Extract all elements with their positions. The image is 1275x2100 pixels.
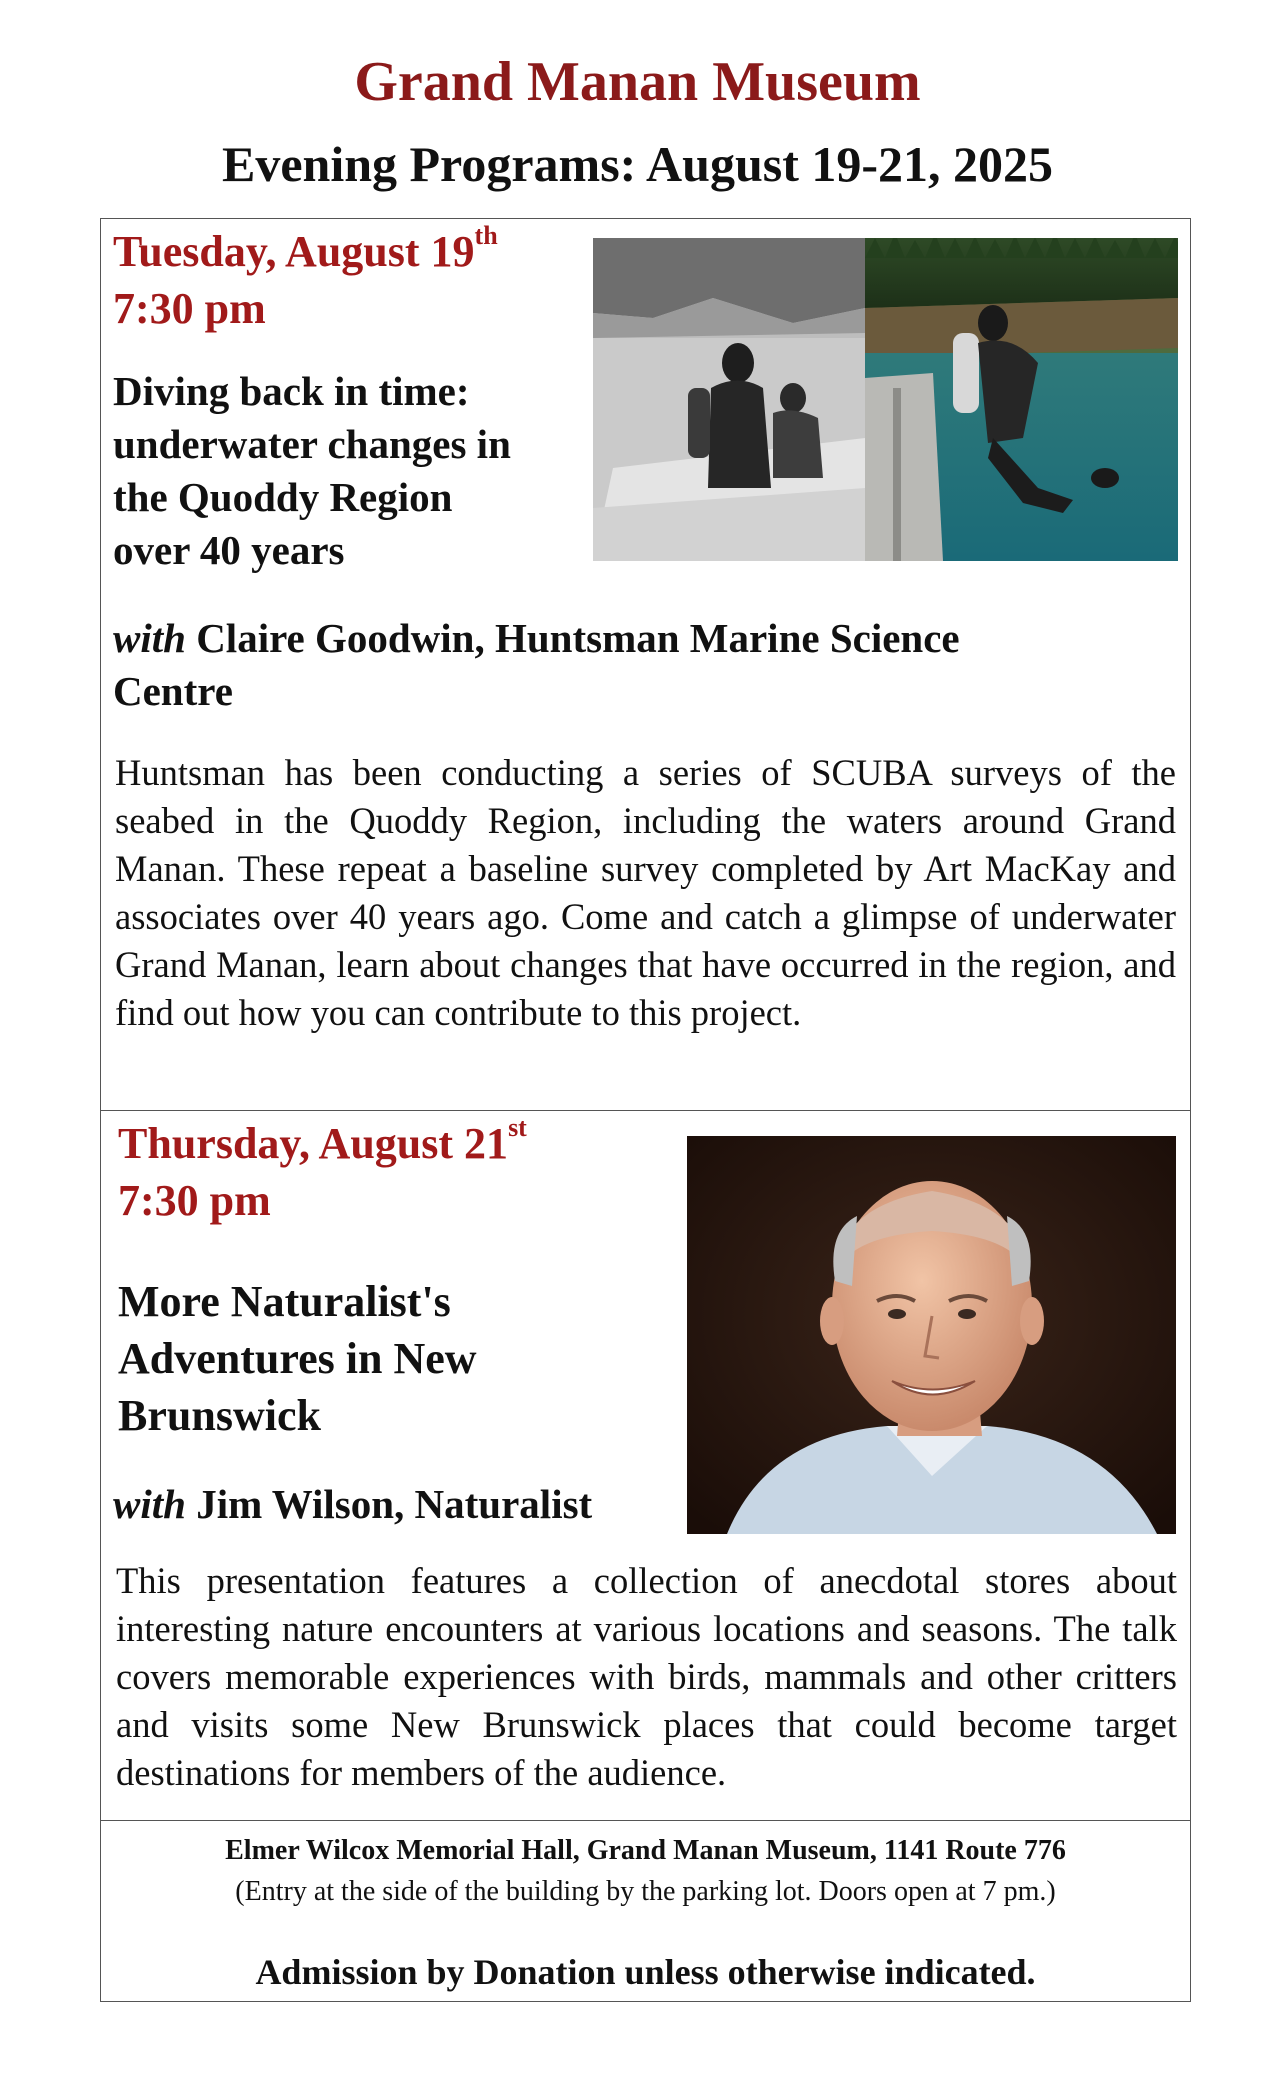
event2-day-suffix: st [508,1113,527,1143]
event2-date [118,1113,527,1172]
event2-time: 7:30 pm [118,1176,271,1225]
section-divider-1 [100,1110,1191,1111]
divers-photo [593,238,1178,561]
admission-note: Admission by Donation unless otherwise indicated. [255,1952,1036,1992]
event1-day: Tuesday, August 19 [113,227,475,276]
event2-title: More Naturalist's Adventures in New Brunswick [118,1277,477,1440]
event1-date [113,221,498,280]
event2-description: This presentation features a collection of anecdotal stores about interesting nature encounters at various locations and seasons. The talk covers memorable experiences with birds, mammals and other critters and visits some New Brunswick places that could become target destinations for members of the audience. [116,1560,1177,1793]
page-title: Grand Manan Museum [354,51,921,113]
event2-day: Thursday, August 21 [118,1119,509,1168]
event2-presenter: with Jim Wilson, Naturalist [113,1481,593,1527]
entry-note: (Entry at the side of the building by the parking lot. Doors open at 7 pm.) [235,1876,1056,1907]
event1-day-suffix: th [474,221,498,251]
section-divider-2 [100,1820,1191,1821]
page-subtitle: Evening Programs: August 19-21, 2025 [221,136,1054,192]
portrait-illustration [687,1136,1176,1534]
presenter-portrait-photo [687,1136,1176,1534]
event1-presenter: with Claire Goodwin, Huntsman Marine Science Centre [113,615,960,714]
event1-description: Huntsman has been conducting a series of SCUBA surveys of the seabed in the Quoddy Region, including the waters around Grand Manan. These repeat a baseline survey completed by Art MacKay and associates over 40 years ago. Come and catch a glimpse of underwater Grand Manan, learn about changes that have occurred in the region, and find out how you can contribute to this project. [115,752,1176,1033]
divers-photo-illustration [593,238,1178,561]
event1-time: 7:30 pm [113,284,266,333]
event1-title: Diving back in time: underwater changes in the Quoddy Region over 40 years [113,368,511,573]
event2-presenter-prefix: with [113,1481,186,1527]
venue-address: Elmer Wilcox Memorial Hall, Grand Manan Museum, 1141 Route 776 [225,1835,1066,1866]
event1-presenter-prefix: with [113,615,186,661]
